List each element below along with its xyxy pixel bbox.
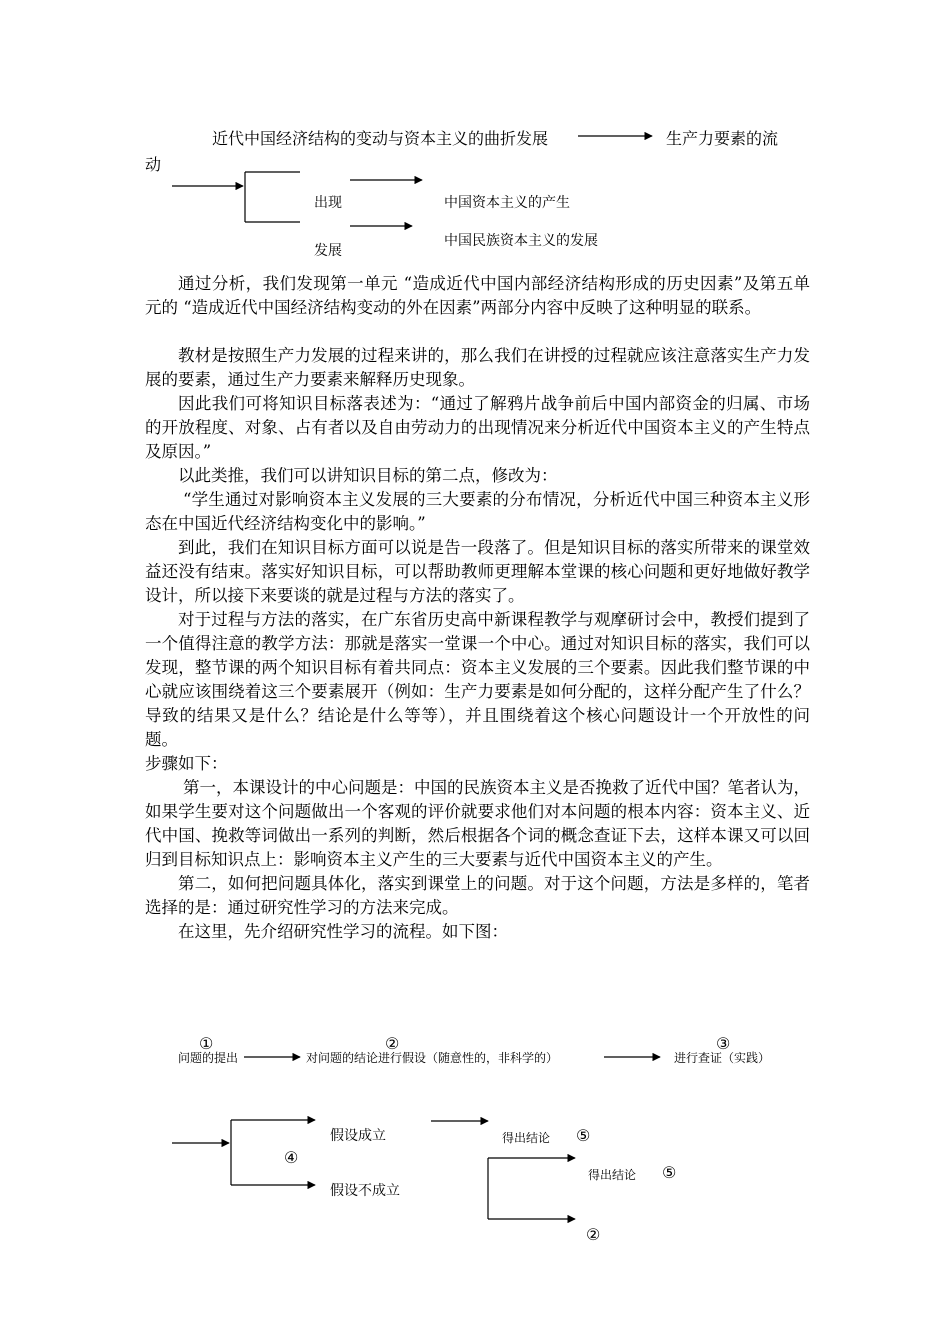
circled-number-1: ① (199, 1034, 214, 1053)
result-national-capitalism-development: 中国民族资本主义的发展 (444, 233, 598, 249)
circled-number-4: ④ (284, 1148, 299, 1167)
paragraph: 因此我们可将知识目标落表述为：“通过了解鸦片战争前后中国内部资金的归属、市场的开放程度、对象、占有者以及自由劳动力的出现情况来分析近代中国资本主义的产生特点及原因。” (145, 394, 810, 461)
circled-number-5a: ⑤ (576, 1126, 591, 1145)
paragraph: 以此类推，我们可以讲知识目标的第二点，修改为： (178, 466, 558, 485)
circled-number-2: ② (385, 1034, 400, 1053)
paragraph: 在这里，先介绍研究性学习的流程。如下图： (178, 922, 508, 941)
conclusion-label-2: 得出结论 (588, 1168, 637, 1182)
conclusion-label-1: 得出结论 (502, 1131, 551, 1145)
paragraph: 对于过程与方法的落实，在广东省历史高中新课程教学与观摩研讨会中，教授们提到了一个值得注意的教学方法：那就是落实一堂课一个中心。通过对知识目标的落实，我们可以发现，整节课的两个知识目标有着共同点：资本主义发展的三个要素。因此我们整节课的中心就应该围绕着这三个要素展开（例如：生产力要素是如何分配的，这样分配产生了什么？导致的结果又是什么？结论是什么等等），并且围绕着这个核心问题设计一个开放性的问题。 (145, 610, 810, 749)
branch-hypothesis-holds: 假设成立 (330, 1128, 386, 1144)
paragraph: “学生通过对影响资本主义发展的三大要素的分布情况，分析近代中国三种资本主义形态在中国近代经济结构变化中的影响。” (145, 490, 810, 533)
label-develop: 发展 (314, 243, 342, 259)
paragraph: 通过分析，我们发现第一单元 “造成近代中国内部经济结构形成的历史因素”及第五单元的 “造成近代中国经济结构变动的外在因素”两部分内容中反映了这种明显的联系。 (145, 274, 810, 317)
diagram1-title: 近代中国经济结构的变动与资本主义的曲折发展 (212, 129, 549, 148)
circled-number-3: ③ (716, 1034, 731, 1053)
paragraph: 到此，我们在知识目标方面可以说是告一段落了。但是知识目标的落实所带来的课堂效益还没有结束。落实好知识目标，可以帮助教师更理解本堂课的核心问题和更好地做好教学设计，所以接下来要谈的就是过程与方法的落实了。 (145, 538, 810, 605)
diagram1-arrow-target: 生产力要素的流 (666, 129, 779, 148)
step-verify: 进行查证（实践） (674, 1051, 771, 1065)
paragraph: 教材是按照生产力发展的过程来讲的，那么我们在讲授的过程就应该注意落实生产力发展的要素，通过生产力要素来解释历史现象。 (145, 346, 810, 389)
step-hypothesis: 对问题的结论进行假设（随意性的，非科学的） (306, 1051, 559, 1065)
branch-hypothesis-fails: 假设不成立 (330, 1183, 400, 1199)
circled-number-5b: ⑤ (662, 1163, 677, 1182)
paragraph: 步骤如下： (145, 754, 228, 773)
result-capitalism-emergence: 中国资本主义的产生 (444, 195, 570, 211)
circled-number-2b: ② (586, 1225, 601, 1244)
label-appear: 出现 (314, 195, 342, 211)
paragraph: 第二，如何把问题具体化，落实到课堂上的问题。对于这个问题，方法是多样的，笔者选择的是：通过研究性学习的方法来完成。 (145, 874, 810, 917)
diagram1-title-cont: 动 (145, 155, 162, 174)
step-raise-question: 问题的提出 (178, 1051, 239, 1065)
paragraph: 第一，本课设计的中心问题是：中国的民族资本主义是否挽救了近代中国？笔者认为，如果学生要对这个问题做出一个客观的评价就要求他们对本问题的根本内容：资本主义、近代中国、挽救等词做出一系列的判断，然后根据各个词的概念查证下去，这样本课又可以回归到目标知识点上：影响资本主义产生的三大要素与近代中国资本主义的产生。 (145, 778, 810, 869)
